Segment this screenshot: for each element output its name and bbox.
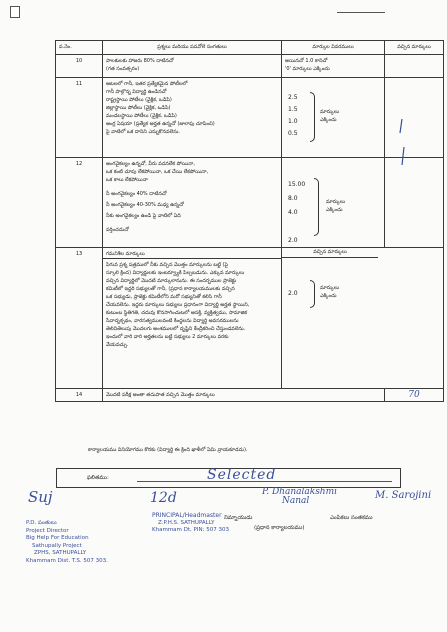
result-box [56,468,401,488]
row-question [103,55,282,78]
question-line: ఒక సభ్యుడు, ప్రాజెక్టు కమిటీలోని మరో సభ్యునితో కలిసి గానీ [106,294,222,300]
header-underline [337,8,385,13]
col-serial-header: వ.నెం. [56,41,103,55]
score-value: 2.0 [288,290,298,297]
pen-tick-marks [392,115,432,175]
marks-note-line: మార్కులు [320,109,340,115]
signature-committee-member: M. Sarojini [375,490,432,501]
score-value: 2.5 [288,94,298,101]
question-line: వచ్చిన విద్యార్థిలో మొదటి మార్కులానును. ఈ సందర్భముల ప్రాజెక్టు [106,278,237,284]
signature-project-director: Suj [28,488,53,506]
office-use-note: కార్యాలయము వినియోగము కొరకు (విద్యార్థి ఈ క్రింది ఖాళీలో ఏమి వ్రాయకూడదు). [88,447,248,453]
question-line: పిగువ ప్రశ్న పత్రములో నీకు వచ్చిన మొత్తం మార్కులను బట్టి (పై [106,262,229,268]
question-line: ఒక కాలు లేకపోయినా [106,177,148,183]
role-label: నిమ్నాయుడు [224,515,253,521]
stamp-line: Project Director [26,527,69,534]
signature-line: Nanal [282,496,310,506]
question-line: చేయవలెను. ఇద్దరు మార్కులు సభ్యులు ప్రధానంగా విద్యార్థి అర్హత స్థాయిని, [106,302,250,308]
row-question [103,248,282,389]
stamp-line: ZPHS, SATHUPALLY [34,550,87,556]
question-line: వేయవచ్చు. [106,342,129,348]
question-line: స్కూలి క్రింద) విద్యార్థులకు ఇంటర్వ్యూకి పిల్చబడును. ఎక్కువ మార్కులు [106,270,245,276]
marks-note-line: మార్కులు [326,199,346,205]
marks-note-line: ఎక్కించు [320,293,337,299]
score-value: 8.0 [288,195,298,202]
row-number: 12 [56,158,103,248]
row-number: 14 [56,389,103,402]
signature-line: P. Dhanalakshmi [262,487,338,497]
question-line: సేవాదృక్పథం, వారసత్వములవంటి కింద్దలను విద్యార్థి అవసరములను [106,318,239,324]
role-label: ఎంపికలు సంతకము [330,515,373,521]
marks-note-line: ఎక్కించు [326,207,343,213]
row-number: 10 [56,55,103,78]
question-line: ఇందులో వారి వారి అర్హతలను బట్టి సభ్యులు 2 మార్కులు వరకు [106,334,229,340]
corner-checkbox [10,6,20,18]
question-subheader: గమనిశీల మార్కులు [103,250,281,259]
row-marks [282,248,444,389]
stamp-line: PRINCIPAL/Headmaster [152,512,222,519]
role-label: (ప్రధాన కార్యాలయము) [254,525,305,531]
stamp-line: Z.P.H.S. SATHUPALLY [158,519,215,526]
score-value: 1.5 [288,106,298,113]
row-given-marks[interactable] [385,55,444,78]
score-value: 1.0 [288,118,298,125]
col-question-header: ప్రశ్నలు మరియు పదవోలె సంగతులు [103,41,282,55]
marks-note [320,284,339,300]
question-line: రాష్ట్రస్థాయి పోటీలు (వైక్లిక, ఒడిపి) [106,97,172,103]
table-header-row [56,41,444,55]
signature-office-member [262,488,337,506]
question-line: తెలివితెలుపు మొదలగు అంశములలో దృష్టిని కేంద్రీకరించి చేస్తుండవలెను. [106,326,246,332]
table-row [56,55,444,78]
table-row [56,389,444,402]
question-line: నీ అంగవైకల్యం 40% దాటినచో [106,191,167,197]
row-marks [282,158,385,248]
given-marks-subheader: వచ్చిన మార్కులు [282,248,378,258]
row-number: 13 [56,248,103,389]
score-list [288,178,305,248]
question-line: ఆటలలో గానీ, ఇతర ప్రత్యేకమైన పోటీలలో [106,81,188,87]
row-question: మొదటి పరీక్ష అంతా తదుపాత వచ్చిన మొత్తం మార్కులు [103,389,385,402]
marks-note [320,108,339,124]
question-line: కమిటీలో ఇద్దరి సభ్యులతో గానీ, (ప్రధాన కార్యాలయములకు వచ్చిన [106,286,235,292]
stamp-line: P.D. పంతులు [26,520,57,526]
row-question [103,78,282,158]
marks-note-line: ఎక్కించు [320,117,337,123]
bracket-mark [310,280,315,308]
question-line: ఆంగ్ల ఏషయా (ప్రత్యేక అర్హత ఉన్నచో (జులాఫు చూపించి) [106,121,215,127]
question-line: (గత సంవత్సరం) [106,66,140,72]
question-line: కుటుంబ స్థితిగతి, చదువు కొనసాగించుటలో ఆసక్తి, వ్యక్తిత్వము, సామాజిక [106,310,248,316]
row-marks [282,78,385,158]
bracket-mark [310,92,315,142]
question-line: ఒక కంటి చూపు లేకపోయినా, ఒక చేయి లేకపోయినా, [106,169,209,175]
col-marks-header: మార్కుల వివరములు [282,41,385,55]
signature-headmaster: 12d [150,490,177,506]
table-row [56,78,444,158]
score-value: 4.0 [288,209,298,216]
table-row [56,158,444,248]
score-value: 2.0 [288,237,298,244]
bracket-mark [314,178,319,236]
stamp-school-headmaster [152,512,229,535]
question-line: పాలకులకు హాజరు 80% దాటినచో [106,58,174,64]
stamp-project-director [26,520,108,565]
question-line: వర్తించదుచో [106,227,129,233]
row-question [103,158,282,248]
score-value: 0.5 [288,130,298,137]
score-list [288,92,298,140]
marks-line: అయినచో 1.0 కానిచో [285,58,328,64]
row-number: 11 [56,78,103,158]
stamp-line: Big Help For Education [26,535,89,541]
question-line: పై వాటిలో ఒక దానిని ఎన్నుకొనవలెను. [106,129,180,135]
total-marks-value: 70 [385,389,444,402]
question-line: జిల్లాస్థాయి పోటీలు (వైక్లిక, ఒడిపి) [106,105,171,111]
result-label: ఫలితము: [87,475,109,481]
question-line: మండలస్థాయి పోటీలు (వైక్లిక, ఒడిపి) [106,113,177,119]
stamp-line: Khammam Dist. T.S. 507 303. [26,557,108,564]
question-line: అంగవైకల్యం ఉన్నచో, వీరు వదనలేక పోయినా, [106,161,195,167]
question-line: నీ అంగవైకల్యం 40-30% మధ్య ఉన్నచో [106,202,184,208]
col-given-header: వచ్చిన మార్కులు [385,41,444,55]
question-line: గానీ పాల్గొన్న విద్యార్థి ఉండినచో [106,89,167,95]
stamp-line: Sathupally Project [32,542,82,549]
stamp-line: Khammam Dt, PIN: 507 303 [152,527,229,533]
table-row [56,248,444,389]
marks-note-line: మార్కులు [320,285,340,291]
result-value[interactable]: Selected [207,467,277,483]
score-value: 15.00 [288,181,306,188]
marks-table [55,40,444,402]
marks-note [326,198,345,214]
row-marks [282,55,385,78]
question-line: నీకు అంగవైకల్యం ఉండి పై వాటిలో ఏది [106,213,181,219]
marks-line: '0' మార్కులు ఎక్కించు [285,66,330,72]
score-list [288,288,298,300]
